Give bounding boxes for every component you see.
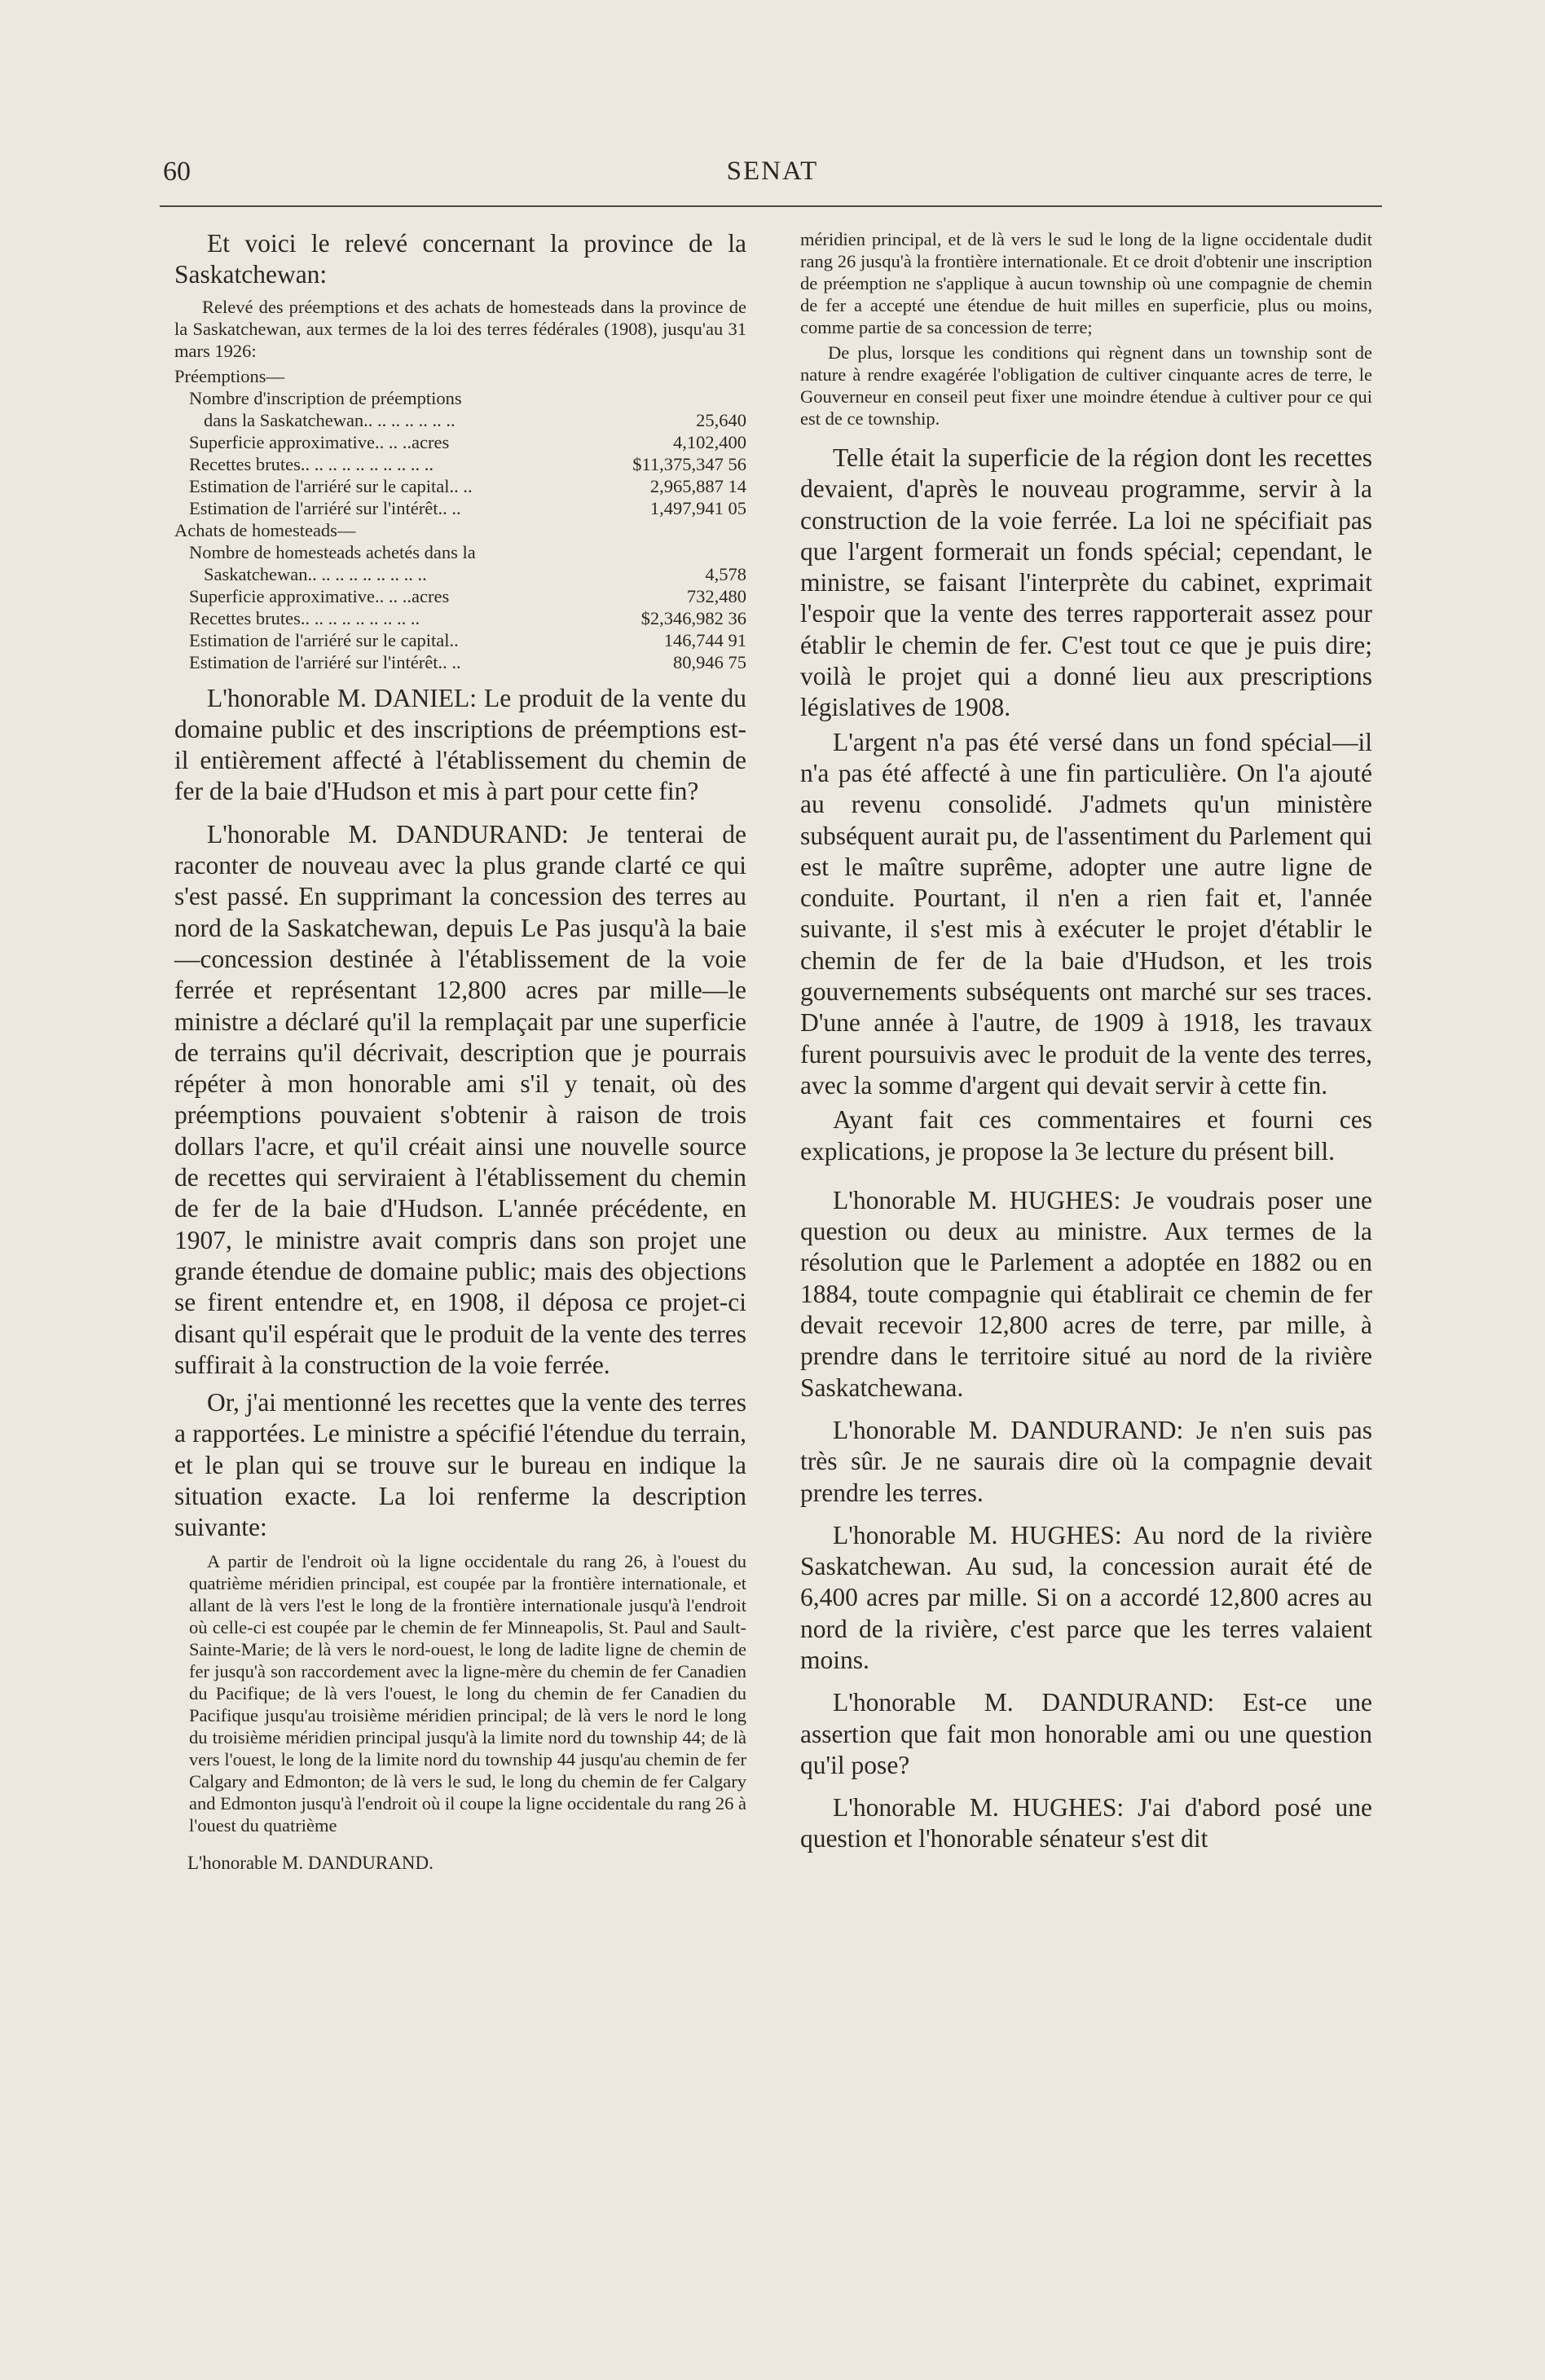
stat-row: Estimation de l'arriéré sur l'intérêt.. .. 1,497,941 05 [189, 497, 746, 518]
stat-value: $2,346,982 36 [640, 607, 746, 628]
stat-row: Recettes brutes.. .. .. .. .. .. .. .. .. $2,346,982 36 [189, 607, 746, 628]
paragraph: Telle était la superficie de la région dont les recettes devaient, d'après le nouveau programme, servir à la construction de la voie ferrée. La loi ne spécifiait pas que l'argent formerait un fonds spécial; cependant, le ministre, se faisant l'interprète du cabinet, exprimait l'espoir que la vente des terres rapporterait assez pour établir le chemin de fer. C'est tout ce que je puis dire; voilà le projet qui a donné lieu aux prescriptions législatives de 1908. [800, 443, 1372, 722]
statistics-table [174, 365, 746, 673]
page-number: 60 [163, 156, 191, 187]
speech-hughes: L'honorable M. HUGHES: Je voudrais poser une question ou deux au ministre. Aux termes de la résolution que le Parlement a adoptée en 1882 ou en 1884, toute compagnie qui établirait ce chemin de fer devait recevoir 12,800 acres de terre, par mille, à prendre dans le territoire situé au nord de la rivière Saskatchewana. [800, 1185, 1372, 1402]
stat-row: Estimation de l'arriéré sur l'intérêt.. .. 80,946 75 [189, 651, 746, 672]
stat-value: $11,375,347 56 [632, 453, 746, 474]
quote-second: De plus, lorsque les conditions qui règnent dans un township sont de nature à rendre exagérée l'obligation de cultiver cinquante acres de terre, le Gouverneur en conseil peut fixer une moindre étendue à cultiver pour ce qui est de ce township. [800, 342, 1372, 429]
speech-dandurand: L'honorable M. DANDURAND: Je n'en suis pas très sûr. Je ne saurais dire où la compagnie devait prendre les terres. [800, 1415, 1372, 1507]
stat-value: 80,946 75 [673, 651, 746, 672]
stat-row: Saskatchewan.. .. .. .. .. .. .. .. .. 4,578 [204, 563, 746, 584]
report-intro: Relevé des préemptions et des achats de homesteads dans la province de la Saskatchewan, aux termes de la loi des terres fédérales (1908), jusqu'au 31 mars 1926: [174, 296, 746, 361]
speech-hughes: L'honorable M. HUGHES: J'ai d'abord posé une question et l'honorable sénateur s'est dit [800, 1793, 1372, 1853]
header-rule [160, 205, 1382, 207]
stat-row: Nombre d'inscription de préemptions [189, 387, 462, 408]
paragraph: L'argent n'a pas été versé dans un fond spécial—il n'a pas été affecté à une fin particulière. On l'a ajouté au revenu consolidé. J'admets qu'un ministère subséquent aurait pu, de l'assentiment du Parlement qui est le maître suprême, adopter une autre ligne de conduite. Pourtant, il n'en a rien fait et, l'année suivante, il s'est mis à exécuter le projet d'établir le chemin de fer de la baie d'Hudson, et les trois gouvernements subséquents ont marché sur ses traces. D'une année à l'autre, de 1909 à 1918, les travaux furent poursuivis avec le produit de la vente des terres, avec la somme d'argent qui devait servir à cette fin. [800, 727, 1372, 1100]
stat-row: Nombre de homesteads achetés dans la [189, 541, 476, 562]
stat-value: 4,578 [705, 563, 746, 584]
stat-value: 25,640 [696, 409, 746, 430]
stat-value: 4,102,400 [673, 431, 746, 452]
stat-row: dans la Saskatchewan.. .. .. .. .. .. .. 25,640 [204, 409, 746, 430]
signoff: L'honorable M. DANDURAND. [187, 1852, 434, 1873]
stat-value: 146,744 91 [663, 629, 746, 650]
speech-hughes: L'honorable M. HUGHES: Au nord de la rivière Saskatchewan. Au sud, la concession aurait été de 6,400 acres par mille. Si on a accordé 12,800 acres au nord de la rivière, c'est parce que les terres valaient moins. [800, 1520, 1372, 1674]
stat-row: Estimation de l'arriéré sur le capital.. 146,744 91 [189, 629, 746, 650]
right-column [800, 228, 1372, 1867]
running-head: SENAT [726, 156, 819, 186]
stat-value: 2,965,887 14 [649, 475, 746, 496]
stat-row: Superficie approximative.. .. ..acres 4,102,400 [189, 431, 746, 452]
stat-value: 1,497,941 05 [649, 497, 746, 518]
left-column [174, 228, 746, 1875]
speech-dandurand: L'honorable M. DANDURAND: Est-ce une assertion que fait mon honorable ami ou une question qu'il pose? [800, 1688, 1372, 1779]
stat-row: Recettes brutes.. .. .. .. .. .. .. .. .. .. $11,375,347 56 [189, 453, 746, 474]
speech-dandurand-cont: Or, j'ai mentionné les recettes que la vente des terres a rapportées. Le ministre a spécifié l'étendue du terrain, et le plan qui se trouve sur le bureau en indique la situation exacte. La loi renferme la description suivante: [174, 1388, 746, 1542]
legal-quote [189, 1550, 746, 1836]
homesteads-heading: Achats de homesteads— [174, 519, 356, 540]
stat-value: 732,480 [686, 585, 746, 606]
quote-text: A partir de l'endroit où la ligne occidentale du rang 26, à l'ouest du quatrième méridien principal, est coupée par la frontière internationale, et allant de là vers l'est le long de la frontière internationale jusqu'à l'endroit où celle-ci est coupée par le chemin de fer Minneapolis, St. Paul and Sault-Sainte-Marie; de là vers le nord-ouest, le long de ladite ligne de chemin de fer jusqu'à son raccordement avec la ligne-mère du chemin de fer Canadien du Pacifique; de là vers l'ouest, le long du chemin de fer Canadien du Pacifique jusqu'au troisième méridien principal; de là vers le nord le long du troisième méridien principal jusqu'à la limite nord du township 44; de là vers l'ouest, le long de la limite nord du township 44 jusqu'au chemin de fer Calgary and Edmonton; de là vers le sud, le long du chemin de fer Calgary and Edmonton jusqu'à l'endroit où il coupe la ligne occidentale du rang 26 à l'ouest du quatrième [189, 1550, 746, 1836]
stat-row: Superficie approximative.. .. ..acres 732,480 [189, 585, 746, 606]
intro-paragraph: Et voici le relevé concernant la province de la Saskatchewan: [174, 229, 746, 289]
speech-dandurand: L'honorable M. DANDURAND: Je tenterai de raconter de nouveau avec la plus grande clarté ce qui s'est passé. En supprimant la concession des terres au nord de la Saskatchewan, depuis Le Pas jusqu'à la baie—concession destinée à l'établissement de la voie ferrée et représentant 12,800 acres par mille—le ministre a déclaré qu'il la remplaçait par une superficie de terrains qu'il décrivait, description que je pourrais répéter à mon honorable ami s'il y tenait, où des préemptions pouvaient s'obtenir à raison de trois dollars l'acre, et qu'il créait ainsi une nouvelle source de recettes qui serviraient à l'établissement du chemin de fer de la baie d'Hudson. L'année précédente, en 1907, le ministre avait compris dans son projet une grande étendue de domaine public; mais des objections se firent entendre et, en 1908, il déposa ce projet-ci disant qu'il espérait que le produit de la vente des terres suffirait à la construction de la voie ferrée. [174, 819, 746, 1379]
preemptions-heading: Préemptions— [174, 365, 284, 386]
paragraph: Ayant fait ces commentaires et fourni ces explications, je propose la 3e lecture du présent bill. [800, 1105, 1372, 1166]
speech-daniel: L'honorable M. DANIEL: Le produit de la vente du domaine public et des inscriptions de préemptions est-il entièrement affecté à l'établissement du chemin de fer de la baie d'Hudson et mis à part pour cette fin? [174, 683, 746, 806]
quote-continuation: méridien principal, et de là vers le sud le long de la ligne occidentale dudit rang 26 jusqu'à la frontière internationale. Et ce droit d'obtenir une inscription de préemption ne s'applique à aucun township où une compagnie de chemin de fer a accepté une étendue de huit milles en superficie, plus ou moins, comme partie de sa concession de terre; [800, 229, 1372, 337]
stat-row: Estimation de l'arriéré sur le capital.. .. 2,965,887 14 [189, 475, 746, 496]
